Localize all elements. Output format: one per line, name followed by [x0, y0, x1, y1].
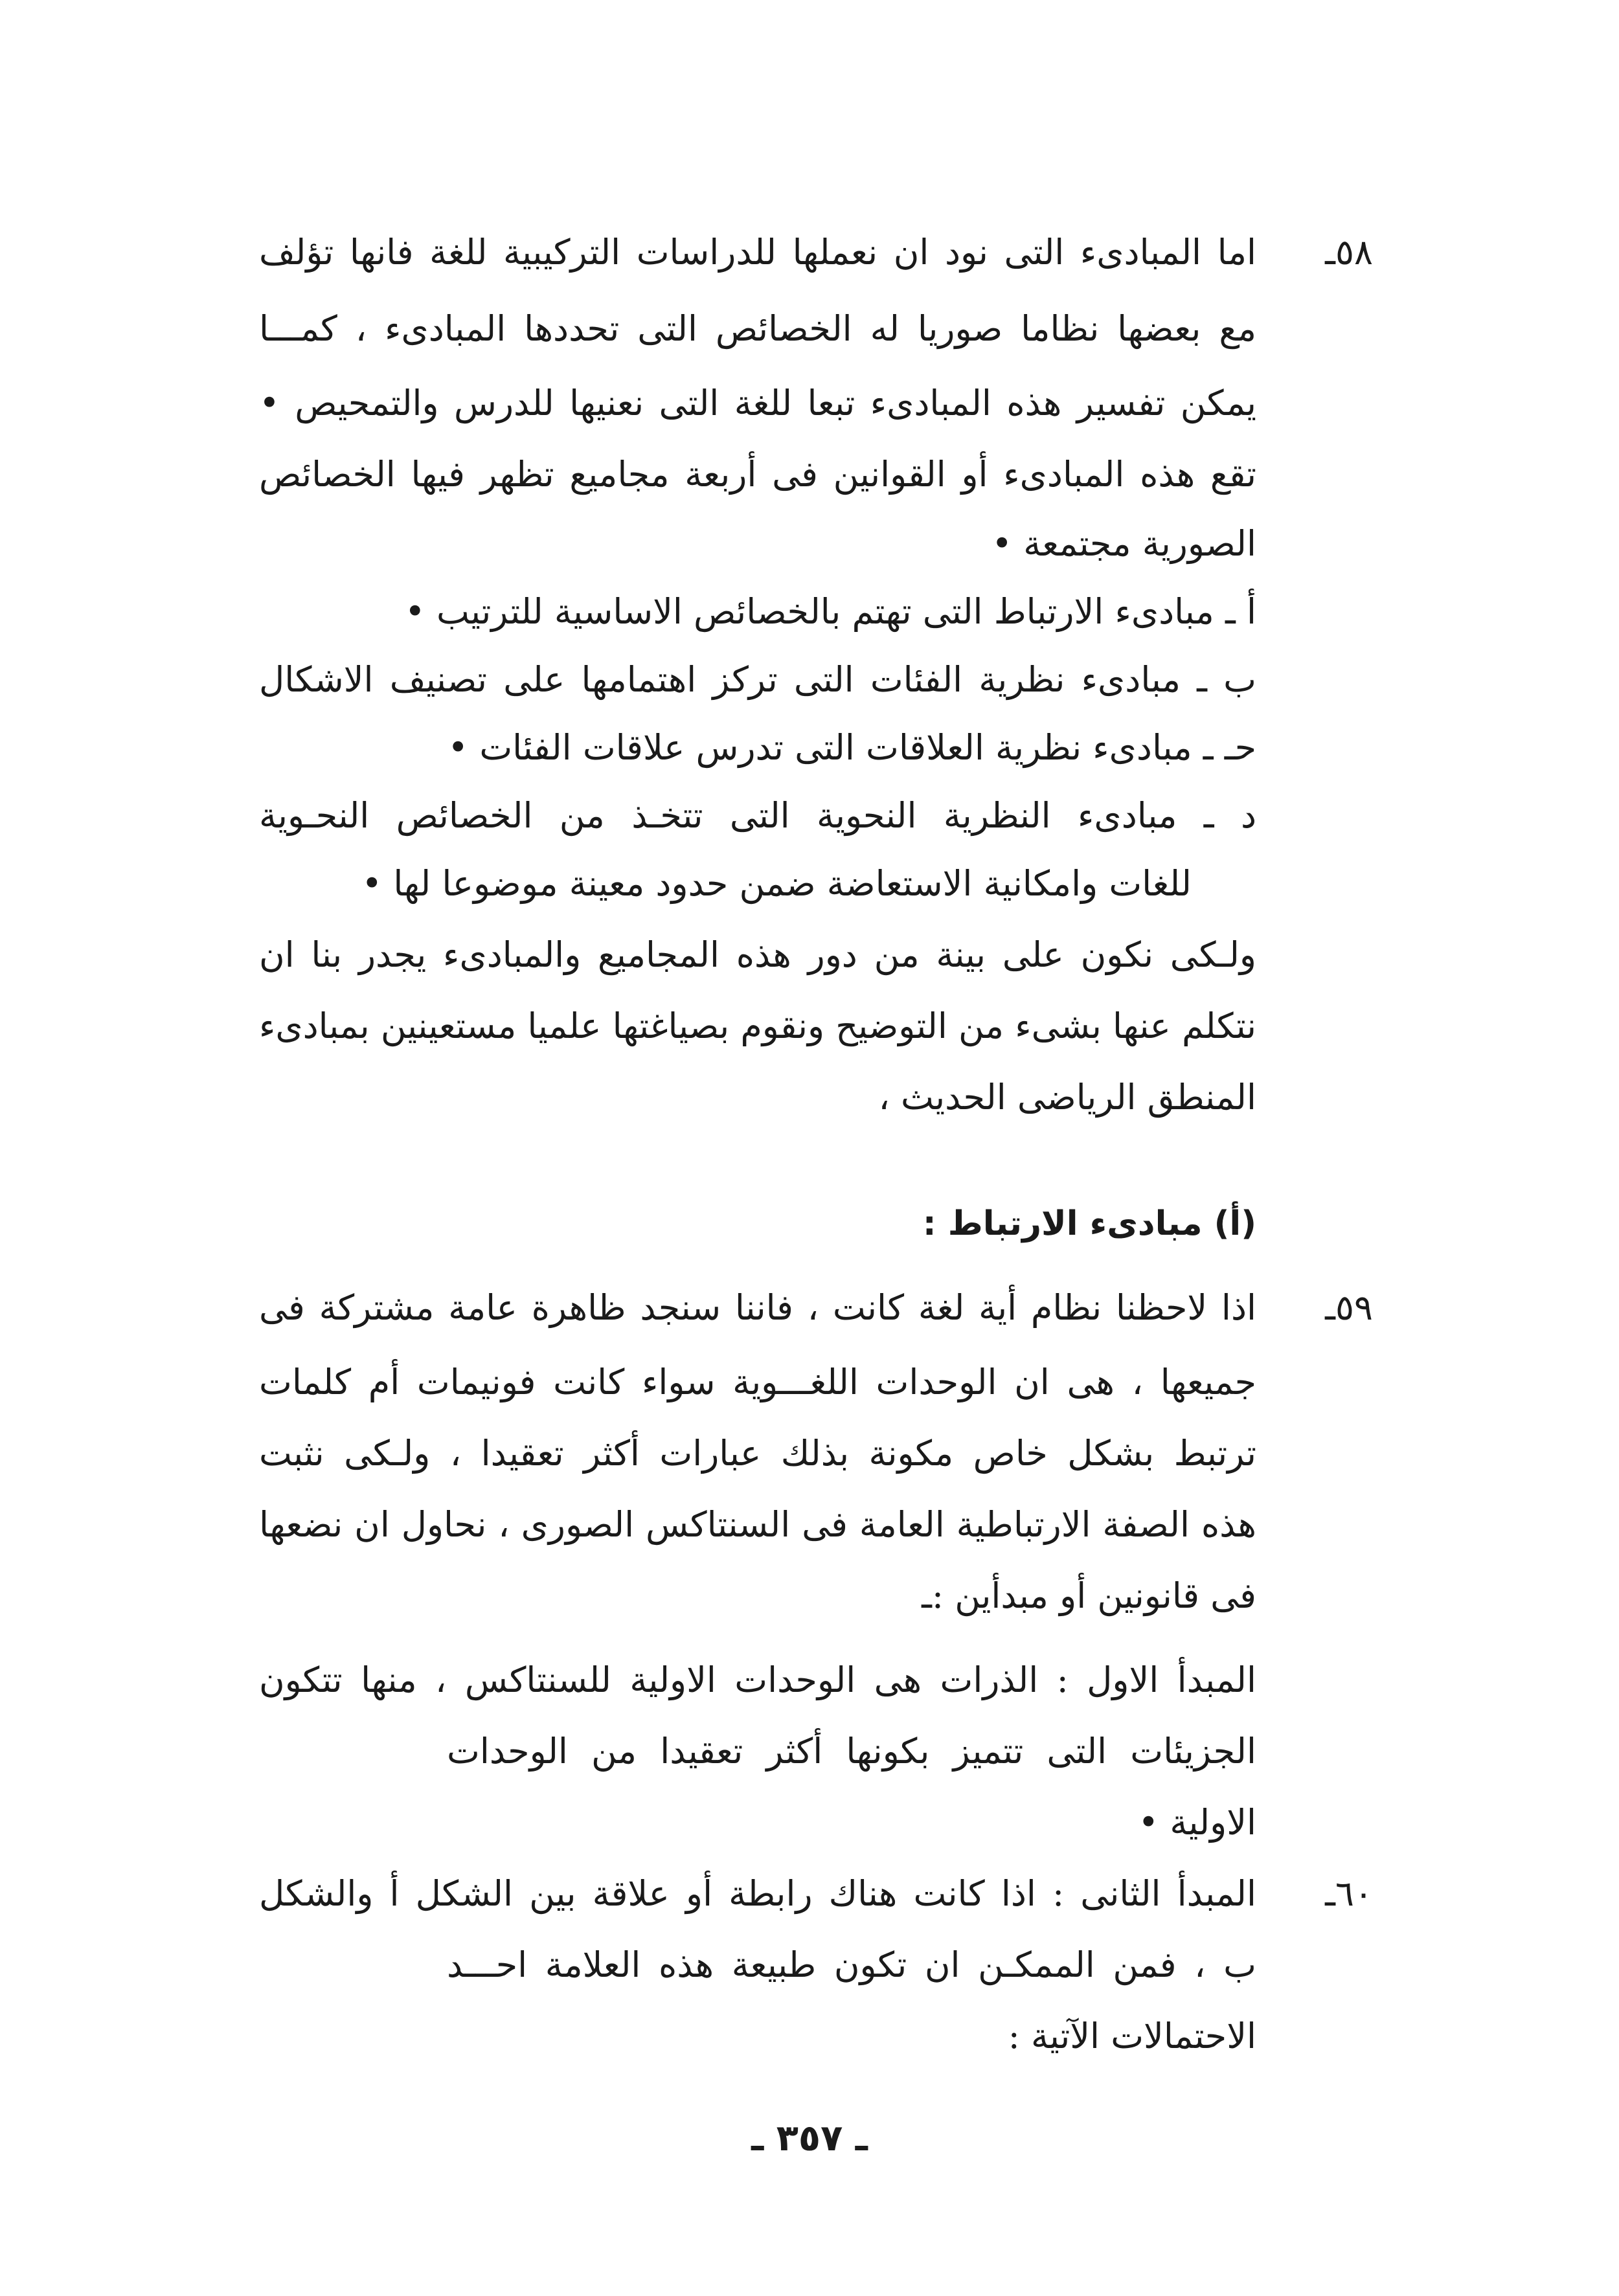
paragraph-58-line: تقع هذه المبادىء أو القوانين فى أربعة مجاميع تظهر فيها الخصائص [259, 454, 1256, 495]
paragraph-59-line: هذه الصفة الارتباطية العامة فى السنتاكس الصورى ، نحاول ان نضعها [259, 1504, 1256, 1545]
group-item-b: ب ـ مبادىء نظرية الفئات التى تركز اهتمامها على تصنيف الاشكال [259, 659, 1256, 700]
section-heading: (أ) مبادىء الارتباط : [922, 1204, 1256, 1243]
principle-1-line: المبدأ الاول : الذرات هى الوحدات الاولية للسنتاكس ، منها تتكون [259, 1660, 1256, 1700]
paragraph-58-line: الصورية مجتمعة • [991, 523, 1256, 564]
paragraph-58-line: مع بعضها نظاما صوريا له الخصائص التى تحددها المبادىء ، كمـــا [259, 308, 1256, 349]
paragraph-58-line: يمكن تفسير هذه المبادىء تبعا للغة التى نعنيها للدرس والتمحيص • [259, 383, 1256, 423]
page-number: ـ ٣٥٧ ـ [751, 2117, 868, 2159]
paragraph-number-60: ٦٠ـ [1325, 1873, 1373, 1914]
paragraph-58-line: اما المبادىء التى نود ان نعملها للدراسات التركيبية للغة فانها تؤلف [259, 232, 1256, 273]
principle-1-line: الاولية • [1138, 1802, 1256, 1843]
group-item-c: حـ ـ مبادىء نظرية العلاقات التى تدرس علاقات الفئات • [447, 727, 1256, 768]
paragraph-number-59: ٥٩ـ [1325, 1287, 1373, 1328]
principle-1-line: الجزيئات التى تتميز بكونها أكثر تعقيدا من الوحدات [447, 1731, 1256, 1772]
paragraph-59-line: جميعها ، هى ان الوحدات اللغـــوية سواء كانت فونيمات أم كلمات [259, 1362, 1256, 1402]
group-item-a: أ ـ مبادىء الارتباط التى تهتم بالخصائص الاساسية للترتيب • [404, 591, 1256, 632]
paragraph-60-line: ب ، فمن الممكـن ان تكون طبيعة هذه العلامة احـــد [447, 1944, 1256, 1985]
group-item-d: د ـ مبادىء النظرية النحوية التى تتخـذ من الخصائص النحـوية [259, 795, 1256, 836]
paragraph-59-line: ترتبط بشكل خاص مكونة بذلك عبارات أكثر تعقيدا ، ولـكى نثبت [259, 1433, 1256, 1474]
paragraph-number-58: ٥٨ـ [1325, 232, 1373, 273]
paragraph-59-line: فى قانونين أو مبدأين :ـ [922, 1575, 1256, 1616]
group-item-d-continued: للغات وامكانية الاستعاضة ضمن حدود معينة موضوعا لها • [361, 863, 1192, 904]
closing-line: المنطق الرياضى الحديث ، [878, 1077, 1256, 1118]
closing-line: نتكلم عنها بشىء من التوضيح ونقوم بصياغتها علميا مستعينين بمبادىء [258, 1006, 1256, 1046]
closing-line: ولـكى نكون على بينة من دور هذه المجاميع والمبادىء يجدر بنا ان [259, 934, 1256, 975]
paragraph-59-line: اذا لاحظنا نظام أية لغة كانت ، فاننا سنجد ظاهرة عامة مشتركة فى [259, 1287, 1256, 1328]
paragraph-60-line: المبدأ الثانى : اذا كانت هناك رابطة أو علاقة بين الشكل أ والشكل [259, 1873, 1256, 1914]
paragraph-60-line: الاحتمالات الآتية : [1008, 2016, 1256, 2056]
